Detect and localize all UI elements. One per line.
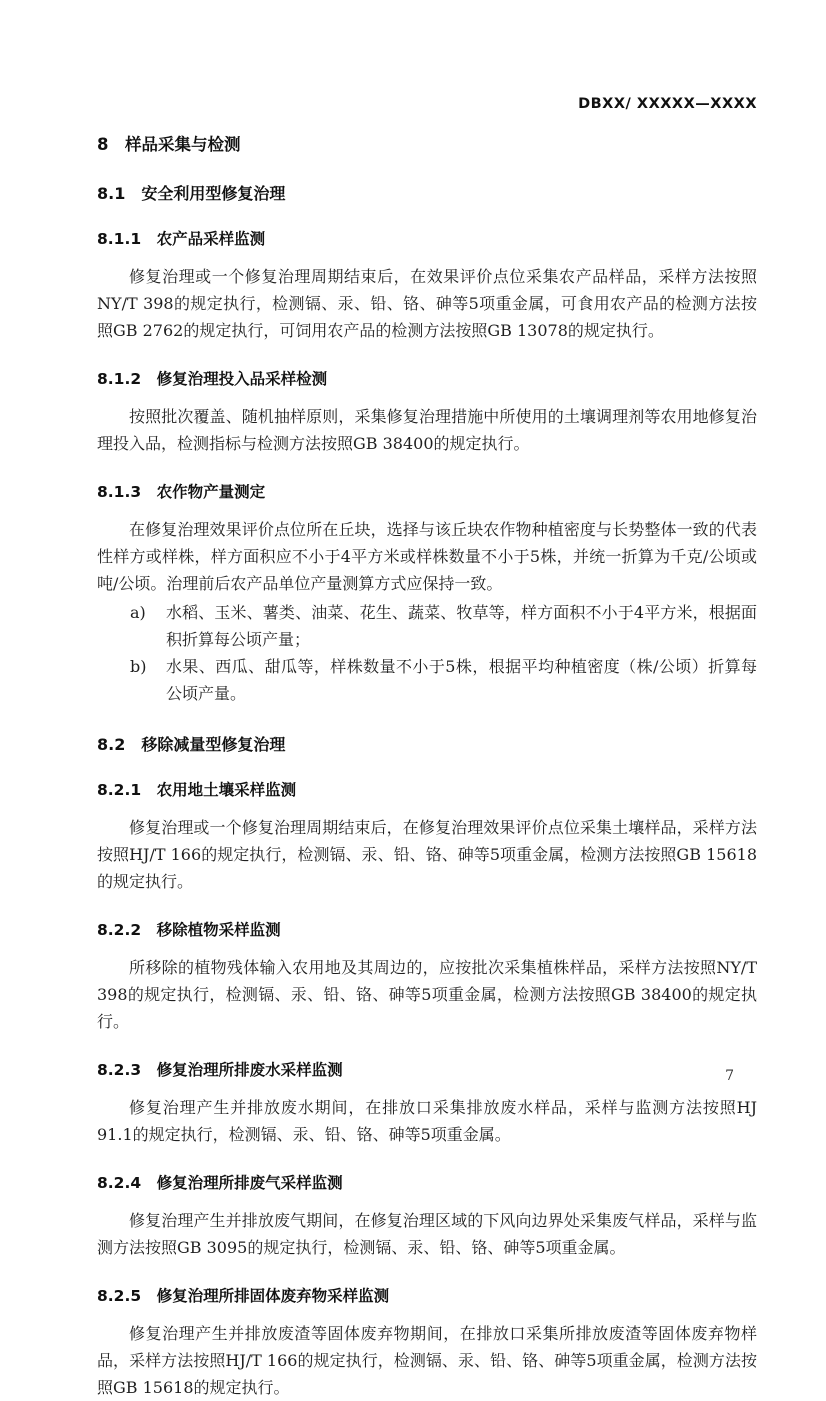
paragraph-8-1-3: 在修复治理效果评价点位所在丘块，选择与该丘块农作物种植密度与长势整体一致的代表性样方或样株，样方面积应不小于4平方米或样株数量不小于5株，并统一折算为千克/公顷或吨/公顷。治理前后农产品单位产量测算方式应保持一致。 [97, 520, 757, 593]
standard-number: DBXX/ XXXXX—XXXX [578, 96, 757, 112]
subsection-heading-8-1-2: 8.1.2 修复治理投入品采样检测 [97, 370, 328, 388]
subsection-heading-8-2-4: 8.2.4 修复治理所排废气采样监测 [97, 1174, 343, 1192]
paragraph-8-2-1: 修复治理或一个修复治理周期结束后，在修复治理效果评价点位采集土壤样品，采样方法按照HJ/T 166的规定执行，检测镉、汞、铅、铬、砷等5项重金属，检测方法按照GB 15618的规定执行。 [97, 818, 757, 891]
list-item-label: b) [130, 657, 147, 676]
paragraph-8-2-3: 修复治理产生并排放废水期间，在排放口采集排放废水样品，采样与监测方法按照HJ 91.1的规定执行，检测镉、汞、铅、铬、砷等5项重金属。 [97, 1098, 757, 1144]
paragraph-8-2-4: 修复治理产生并排放废气期间，在修复治理区域的下风向边界处采集废气样品，采样与监测方法按照GB 3095的规定执行，检测镉、汞、铅、铬、砷等5项重金属。 [97, 1211, 757, 1257]
chapter-heading: 8 样品采集与检测 [97, 135, 241, 154]
subsection-heading-8-1-1: 8.1.1 农产品采样监测 [97, 230, 266, 248]
paragraph-8-2-5: 修复治理产生并排放废渣等固体废弃物期间，在排放口采集所排放废渣等固体废弃物样品，采样方法按照HJ/T 166的规定执行，检测镉、汞、铅、铬、砷等5项重金属，检测方法按照GB 15618的规定执行。 [97, 1324, 757, 1397]
page-number: 7 [725, 1068, 734, 1084]
list-item-text: 水果、西瓜、甜瓜等，样株数量不小于5株，根据平均种植密度（株/公顷）折算每公顷产量。 [166, 657, 757, 703]
list-item-label: a) [130, 603, 146, 622]
paragraph-8-1-2: 按照批次覆盖、随机抽样原则，采集修复治理措施中所使用的土壤调理剂等农用地修复治理投入品，检测指标与检测方法按照GB 38400的规定执行。 [97, 407, 757, 453]
list-item-text: 水稻、玉米、薯类、油菜、花生、蔬菜、牧草等，样方面积不小于4平方米，根据面积折算每公顷产量； [166, 603, 757, 649]
list-item [130, 653, 757, 707]
section-heading-8-2: 8.2 移除减量型修复治理 [97, 735, 286, 754]
page-content [97, 96, 757, 1401]
list-item [130, 599, 757, 653]
subsection-heading-8-2-2: 8.2.2 移除植物采样监测 [97, 921, 281, 939]
subsection-heading-8-1-3: 8.1.3 农作物产量测定 [97, 483, 266, 501]
subsection-heading-8-2-3: 8.2.3 修复治理所排废水采样监测 [97, 1061, 343, 1079]
subsection-heading-8-2-5: 8.2.5 修复治理所排固体废弃物采样监测 [97, 1287, 390, 1305]
paragraph-8-2-2: 所移除的植物残体输入农用地及其周边的，应按批次采集植株样品，采样方法按照NY/T 398的规定执行，检测镉、汞、铅、铬、砷等5项重金属，检测方法按照GB 38400的规定执行。 [97, 958, 757, 1031]
section-heading-8-1: 8.1 安全利用型修复治理 [97, 184, 286, 203]
ordered-list-8-1-3 [97, 599, 757, 707]
subsection-heading-8-2-1: 8.2.1 农用地土壤采样监测 [97, 781, 297, 799]
paragraph-8-1-1: 修复治理或一个修复治理周期结束后，在效果评价点位采集农产品样品，采样方法按照NY/T 398的规定执行，检测镉、汞、铅、铬、砷等5项重金属，可食用农产品的检测方法按照GB 2762的规定执行，可饲用农产品的检测方法按照GB 13078的规定执行。 [97, 267, 757, 340]
